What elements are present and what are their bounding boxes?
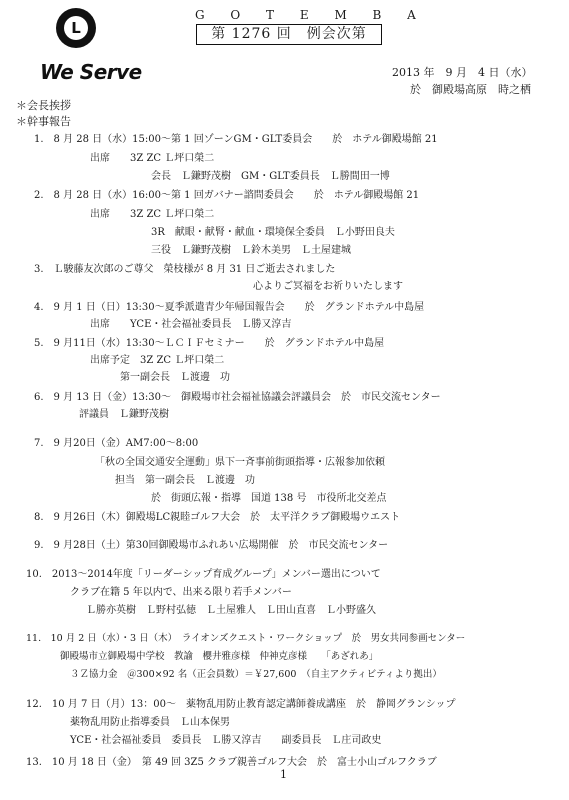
report-line: 三役 Ｌ鎌野茂樹 Ｌ鈴木美男 Ｌ土屋建城 — [151, 245, 351, 256]
report-line: ３Ｚ協力金 ＠300×92 名（正会員数）＝￥27,600 （自主アクティビティより拠出） — [70, 669, 442, 680]
report-line: 4. 9 月 1 日（日）13:30～夏季派遣青少年帰国報告会 於 グランドホテル中島屋 — [34, 302, 425, 313]
report-line: 9. 9 月28日（土）第30回御殿場市ふれあい広場開催 於 市民交流センター — [34, 540, 389, 551]
report-line: 心よりご冥福をお祈りいたします — [253, 281, 403, 292]
section-greeting: ＊会長挨拶 — [16, 99, 71, 112]
report-line: 出席 3Z ZC Ｌ坪口榮二 — [90, 153, 215, 164]
page-title: 第 1276 回 例会次第 — [196, 24, 382, 45]
page-number: 1 — [280, 768, 287, 781]
report-line: 6. 9 月 13 日（金）13:30～ 御殿場市社会福祉協議会評議員会 於 市民交流センター — [34, 392, 441, 403]
report-line: 評議員 Ｌ鎌野茂樹 — [79, 409, 169, 420]
report-line: 御殿場市立御殿場中学校 教諭 櫻井雅彦様 仲神克彦様 「あざれあ」 — [60, 651, 379, 662]
lions-emblem-icon — [56, 8, 96, 48]
report-line: 「秋の全国交通安全運動」県下一斉事前街頭指導・広報参加依頼 — [95, 457, 385, 468]
report-line: 10. 2013～2014年度「リーダーシップ育成グループ」メンバー選出について — [26, 569, 381, 580]
report-line: 会長 Ｌ鎌野茂樹 GM・GLT委員長 Ｌ勝間田一博 — [151, 171, 390, 182]
meeting-date: 2013 年 9 月 4 日（水） — [392, 66, 533, 79]
report-line: 8. 9 月26日（木）御殿場LC親睦ゴルフ大会 於 太平洋クラブ御殿場ウエスト — [34, 512, 401, 523]
report-line: クラブ在籍 5 年以内で、出来る限り若手メンバー — [70, 587, 292, 598]
report-line: YCE・社会福祉委員 委員長 Ｌ勝又淳吉 副委員長 Ｌ庄司政史 — [70, 735, 382, 746]
report-line: 7. 9 月20日（金）AM7:00～8:00 — [34, 438, 199, 449]
section-report: ＊幹事報告 — [16, 115, 71, 128]
report-line: 第一副会長 Ｌ渡邊 功 — [120, 372, 230, 383]
club-name: G O T E M B A — [195, 8, 427, 22]
report-line: 出席 YCE・社会福祉委員長 Ｌ勝又淳吉 — [90, 319, 292, 330]
report-line: 出席予定 3Z ZC Ｌ坪口榮二 — [90, 355, 225, 366]
report-line: 3R 献眼・献腎・献血・環境保全委員 Ｌ小野田良夫 — [151, 227, 395, 238]
slogan: We Serve — [40, 60, 142, 84]
report-line: 於 街頭広報・指導 国道 138 号 市役所北交差点 — [151, 493, 387, 504]
report-line: 2. 8 月 28 日（水）16:00～第 1 回ガバナー諮問委員会 於 ホテル御殿場館 21 — [34, 190, 420, 201]
report-line: Ｌ勝亦英樹 Ｌ野村弘徳 Ｌ土屋雅人 Ｌ田山直喜 Ｌ小野盛久 — [86, 605, 376, 616]
report-line: 5. 9 月11日（水）13:30～ＬＣＩＦセミナー 於 グランドホテル中島屋 — [34, 338, 385, 349]
lions-logo — [40, 8, 142, 88]
lions-emblem-letter: L — [64, 16, 88, 40]
report-line: 薬物乱用防止指導委員 Ｌ山本保男 — [70, 717, 230, 728]
report-line: 1. 8 月 28 日（水）15:00～第 1 回ゾーンGM・GLT委員会 於 ホテル御殿場館 21 — [34, 134, 438, 145]
report-line: 13. 10 月 18 日（金） 第 49 回 3Z5 クラブ親善ゴルフ大会 於 富士小山ゴルフクラブ — [26, 757, 437, 768]
report-line: 担当 第一副会長 Ｌ渡邊 功 — [115, 475, 255, 486]
report-line: 11. 10 月 2 日（水）・3 日（木） ライオンズクエスト・ワークショップ 於 男女共同参画センター — [26, 633, 466, 644]
report-line: 12. 10 月 7 日（月）13：00～ 薬物乱用防止教育認定講師養成講座 於 静岡グランシップ — [26, 699, 456, 710]
report-line: 3. Ｌ駿藤友次郎のご尊父 榮枝様が 8 月 31 日ご逝去されました — [34, 264, 336, 275]
report-line: 出席 3Z ZC Ｌ坪口榮二 — [90, 209, 215, 220]
meeting-place: 於 御殿場高原 時之栖 — [410, 83, 531, 96]
